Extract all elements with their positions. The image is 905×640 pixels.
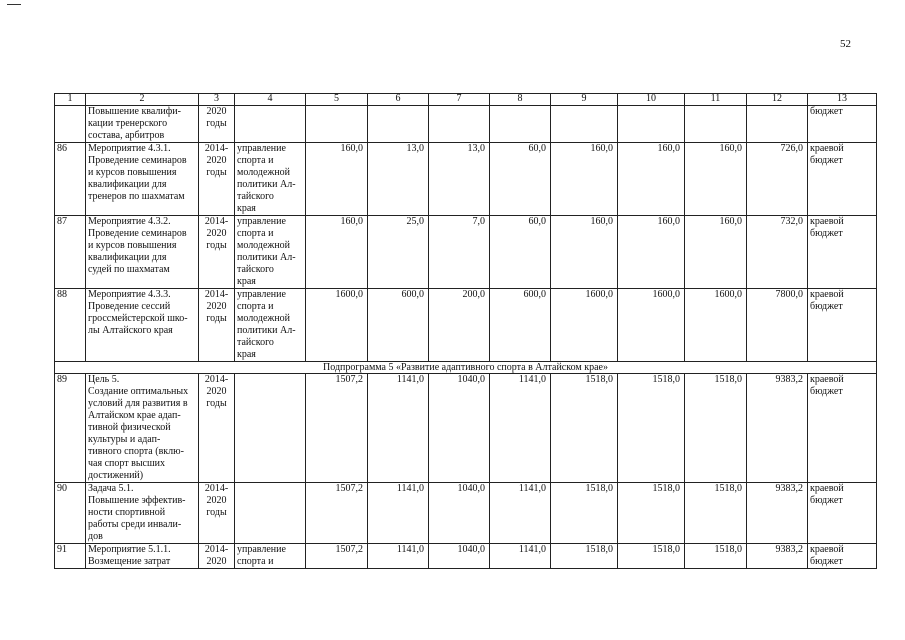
row-number: 91 [55,544,86,569]
row-value-v9: 160,0 [551,143,618,216]
subprogram-row [55,362,877,374]
row-period: 2014- 2020 годы [199,374,235,483]
header-cell: 2 [86,94,199,106]
row-name: Мероприятие 4.3.1. Проведение семинаров и курсов повышения квалификации для тренеров по шахматам [86,143,199,216]
row-value-v6: 25,0 [368,216,429,289]
header-cell: 3 [199,94,235,106]
row-number: 89 [55,374,86,483]
row-value-v11: 1518,0 [685,483,747,544]
row-value-v5: 1600,0 [306,289,368,362]
row-funding-source: краевой бюджет [808,374,877,483]
row-value-v12: 732,0 [747,216,808,289]
header-cell: 13 [808,94,877,106]
budget-table [54,93,877,569]
row-value-v6: 600,0 [368,289,429,362]
row-value-v12: 9383,2 [747,374,808,483]
row-value-v5: 1507,2 [306,544,368,569]
row-value-v6: 1141,0 [368,374,429,483]
row-executor: управление спорта и молодежной политики Ал- тайского края [235,216,306,289]
row-value-v11: 160,0 [685,143,747,216]
row-value-v10: 1600,0 [618,289,685,362]
row-value-v5: 160,0 [306,216,368,289]
table-row [55,106,877,143]
row-value-v5: 160,0 [306,143,368,216]
header-cell: 11 [685,94,747,106]
row-name: Мероприятие 4.3.3. Проведение сессий гроссмейстерской шко- лы Алтайского края [86,289,199,362]
header-cell: 7 [429,94,490,106]
row-executor: управление спорта и молодежной политики Ал- тайского края [235,289,306,362]
row-value-v10 [618,106,685,143]
row-funding-source: краевой бюджет [808,483,877,544]
row-executor: управление спорта и [235,544,306,569]
row-period: 2014- 2020 годы [199,143,235,216]
row-value-v8: 1141,0 [490,544,551,569]
row-value-v12: 9383,2 [747,483,808,544]
row-value-v8: 60,0 [490,216,551,289]
row-value-v9: 1518,0 [551,544,618,569]
row-value-v12 [747,106,808,143]
corner-mark [7,4,21,5]
subprogram-title: Подпрограмма 5 «Развитие адаптивного спорта в Алтайском крае» [55,362,877,374]
row-value-v5 [306,106,368,143]
row-value-v10: 1518,0 [618,374,685,483]
row-value-v9: 1600,0 [551,289,618,362]
row-number [55,106,86,143]
row-funding-source: краевой бюджет [808,216,877,289]
header-cell: 4 [235,94,306,106]
row-number: 87 [55,216,86,289]
header-cell: 8 [490,94,551,106]
row-value-v10: 1518,0 [618,544,685,569]
row-value-v8: 60,0 [490,143,551,216]
row-value-v11: 1600,0 [685,289,747,362]
row-value-v11: 1518,0 [685,544,747,569]
row-value-v11 [685,106,747,143]
row-value-v6: 13,0 [368,143,429,216]
table-row [55,544,877,569]
row-value-v6: 1141,0 [368,544,429,569]
row-executor [235,374,306,483]
row-value-v6: 1141,0 [368,483,429,544]
row-value-v8: 1141,0 [490,483,551,544]
row-value-v12: 9383,2 [747,544,808,569]
row-name: Цель 5. Создание оптимальных условий для развития в Алтайском крае адап- тивной физической культуры и адап- тивного спорта (вклю- чая спорт высших достижений) [86,374,199,483]
row-number: 86 [55,143,86,216]
header-cell: 12 [747,94,808,106]
header-cell: 9 [551,94,618,106]
page-number: 52 [840,38,851,50]
table-body [55,106,877,569]
row-value-v10: 1518,0 [618,483,685,544]
table-row [55,216,877,289]
row-value-v7: 1040,0 [429,544,490,569]
row-period: 2020 годы [199,106,235,143]
row-period: 2014- 2020 [199,544,235,569]
row-value-v12: 7800,0 [747,289,808,362]
row-value-v10: 160,0 [618,216,685,289]
row-executor: управление спорта и молодежной политики Ал- тайского края [235,143,306,216]
table-row [55,143,877,216]
row-value-v8 [490,106,551,143]
row-value-v7: 1040,0 [429,374,490,483]
row-funding-source: краевой бюджет [808,143,877,216]
row-value-v9: 1518,0 [551,374,618,483]
row-value-v12: 726,0 [747,143,808,216]
header-cell: 1 [55,94,86,106]
row-number: 88 [55,289,86,362]
row-funding-source: краевой бюджет [808,289,877,362]
row-value-v5: 1507,2 [306,483,368,544]
table-row [55,374,877,483]
header-cell: 5 [306,94,368,106]
row-value-v8: 1141,0 [490,374,551,483]
table-row [55,483,877,544]
table-row [55,289,877,362]
row-value-v7: 13,0 [429,143,490,216]
row-period: 2014- 2020 годы [199,216,235,289]
header-cell: 10 [618,94,685,106]
row-value-v7: 7,0 [429,216,490,289]
row-value-v5: 1507,2 [306,374,368,483]
row-funding-source: бюджет [808,106,877,143]
row-value-v7: 1040,0 [429,483,490,544]
row-value-v10: 160,0 [618,143,685,216]
row-value-v9 [551,106,618,143]
row-name: Повышение квалифи- кации тренерского состава, арбитров [86,106,199,143]
row-value-v9: 160,0 [551,216,618,289]
header-cell: 6 [368,94,429,106]
row-name: Задача 5.1. Повышение эффектив- ности спортивной работы среди инвали- дов [86,483,199,544]
row-value-v7: 200,0 [429,289,490,362]
row-period: 2014- 2020 годы [199,483,235,544]
row-name: Мероприятие 4.3.2. Проведение семинаров и курсов повышения квалификации для судей по шахматам [86,216,199,289]
row-value-v8: 600,0 [490,289,551,362]
row-value-v6 [368,106,429,143]
row-period: 2014- 2020 годы [199,289,235,362]
row-name: Мероприятие 5.1.1. Возмещение затрат [86,544,199,569]
row-value-v11: 1518,0 [685,374,747,483]
row-executor [235,106,306,143]
row-value-v9: 1518,0 [551,483,618,544]
row-number: 90 [55,483,86,544]
row-value-v11: 160,0 [685,216,747,289]
row-executor [235,483,306,544]
header-row [55,94,877,106]
row-value-v7 [429,106,490,143]
row-funding-source: краевой бюджет [808,544,877,569]
